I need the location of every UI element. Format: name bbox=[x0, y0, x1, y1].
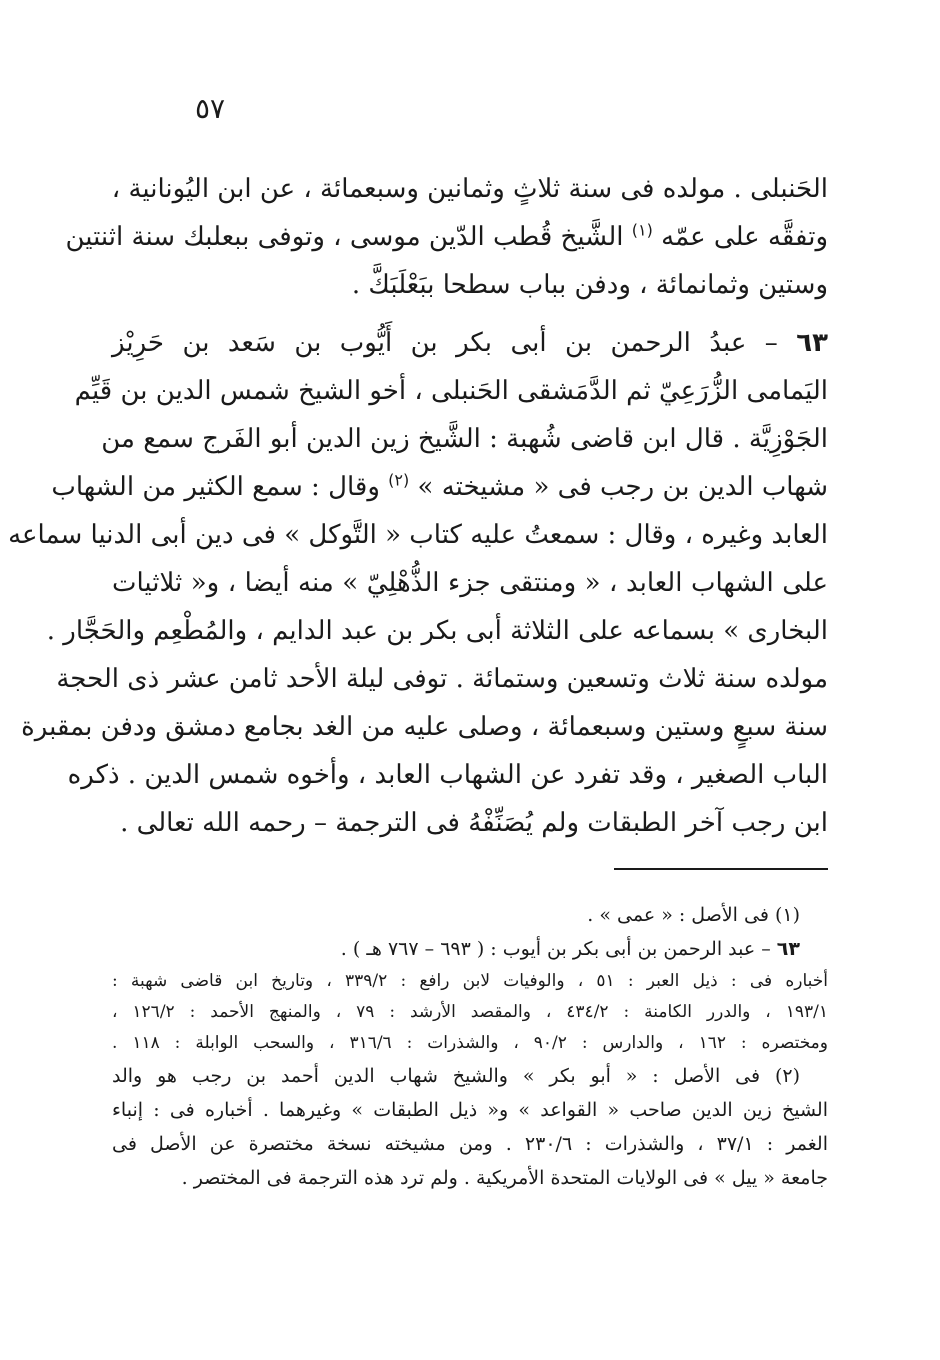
footnote-line: ومختصره : ١٦٢ ، والدارس : ٩٠/٢ ، والشذرات : ٣١٦/٦ ، والسحب الوابلة : ١١٨ . bbox=[112, 1033, 829, 1053]
text-line: العابد وغيره ، وقال : سمعتُ عليه كتاب « التَّوكل » فى دين أبى الدنيا سماعه bbox=[8, 520, 828, 550]
entry-number: ٦٣ bbox=[796, 328, 828, 358]
text-segment: الشَّيخ قُطب الدّين موسى ، وتوفى ببعلبك سنة اثنتين bbox=[65, 222, 624, 252]
text-line: مولده سنة ثلاث وتسعين وستمائة . توفى ليلة الأحد ثامن عشر ذى الحجة bbox=[56, 664, 828, 694]
footnote-ref: (١) bbox=[631, 220, 653, 240]
text-line: الباب الصغير ، وقد تفرد عن الشهاب العابد ، وأخوه شمس الدين . ذكره bbox=[67, 760, 828, 790]
footnote-line bbox=[112, 932, 828, 966]
text-line: البخارى » بسماعه على الثلاثة أبى بكر بن عبد الدايم ، والمُطْعِم والحَجَّار . bbox=[46, 616, 828, 646]
footnote-line: الشيخ زين الدين صاحب « القواعد » و« ذيل الطبقات » وغيرهما . أخباره فى : إنباء bbox=[112, 1099, 828, 1121]
footnote-line: (٢) فى الأصل : « أبو بكر » والشيخ شهاب الدين أحمد بن رجب هو والد bbox=[112, 1065, 800, 1087]
footnote-line: الغمر : ٣٧/١ ، والشذرات : ٢٣٠/٦ . ومن مشيخته نسخة مختصرة عن الأصل فى bbox=[112, 1133, 828, 1155]
text-line bbox=[65, 213, 828, 261]
footnote-line: ١٩٣/١ ، والدرر الكامنة : ٤٣٤/٢ ، والمقصد الأرشد : ٧٩ ، والمنهج الأحمد : ١٢٦/٢ ، bbox=[112, 1002, 828, 1022]
footnote-line: (١) فى الأصل : « عمى » . bbox=[587, 904, 800, 926]
footnotes bbox=[112, 898, 828, 1195]
footnote-line: جامعة « ييل » فى الولايات المتحدة الأمريكية . ولم ترد هذه الترجمة فى المختصر . bbox=[181, 1167, 828, 1189]
text-line bbox=[51, 463, 828, 511]
text-line: الحَنبلى . مولده فى سنة ثلاثٍ وثمانين وسبعمائة ، عن ابن اليُونانية ، bbox=[111, 174, 828, 204]
text-segment: – عبدُ الرحمن بن أبى بكر بن أَيُّوب بن سَعد بن حَرِيْز bbox=[112, 328, 778, 358]
footnote-line: أخباره فى : ذيل العبر : ٥١ ، والوفيات لابن رافع : ٣٣٩/٢ ، وتاريخ ابن قاضى شهبة : bbox=[112, 971, 828, 991]
page-number: ٥٧ bbox=[194, 92, 226, 125]
footnote-divider bbox=[614, 868, 828, 870]
text-segment: شهاب الدين بن رجب فى « مشيخته » bbox=[417, 472, 828, 502]
text-line: سنة سبعٍ وستين وسبعمائة ، وصلى عليه من الغد بجامع دمشق ودفن بمقبرة bbox=[21, 712, 828, 742]
text-line: ابن رجب آخر الطبقات ولم يُصَنِّفْهُ فى الترجمة – رحمه الله تعالى . bbox=[120, 808, 828, 838]
footnote-entry-number: ٦٣ bbox=[776, 938, 800, 960]
text-segment: وتفقَّه على عمّه bbox=[661, 222, 828, 252]
text-line: الجَوْزِيَّة . قال ابن قاضى شُهبة : الشَّيخ زين الدين أبو الفَرج سمع من bbox=[101, 424, 828, 454]
footnote-ref: (٢) bbox=[388, 470, 410, 490]
text-line: اليَمامى الزُّرَعِيّ ثم الدَّمَشقى الحَنبلى ، أخو الشيخ شمس الدين بن قَيِّم bbox=[74, 376, 828, 406]
text-segment: وقال : سمع الكثير من الشهاب bbox=[51, 472, 380, 502]
main-text bbox=[8, 165, 828, 847]
text-segment: – عبد الرحمن بن أبى بكر بن أيوب : ( ٦٩٣ – ٧٦٧ هـ ) . bbox=[340, 938, 771, 960]
text-line: على الشهاب العابد ، « ومنتقى جزء الذُّهْلِيّ » منه أيضا ، و« ثلاثيات bbox=[112, 568, 828, 598]
entry-heading-line bbox=[112, 319, 828, 367]
text-line: وستين وثمانمائة ، ودفن بباب سطحا ببَعْلَبَكَّ . bbox=[351, 270, 828, 300]
